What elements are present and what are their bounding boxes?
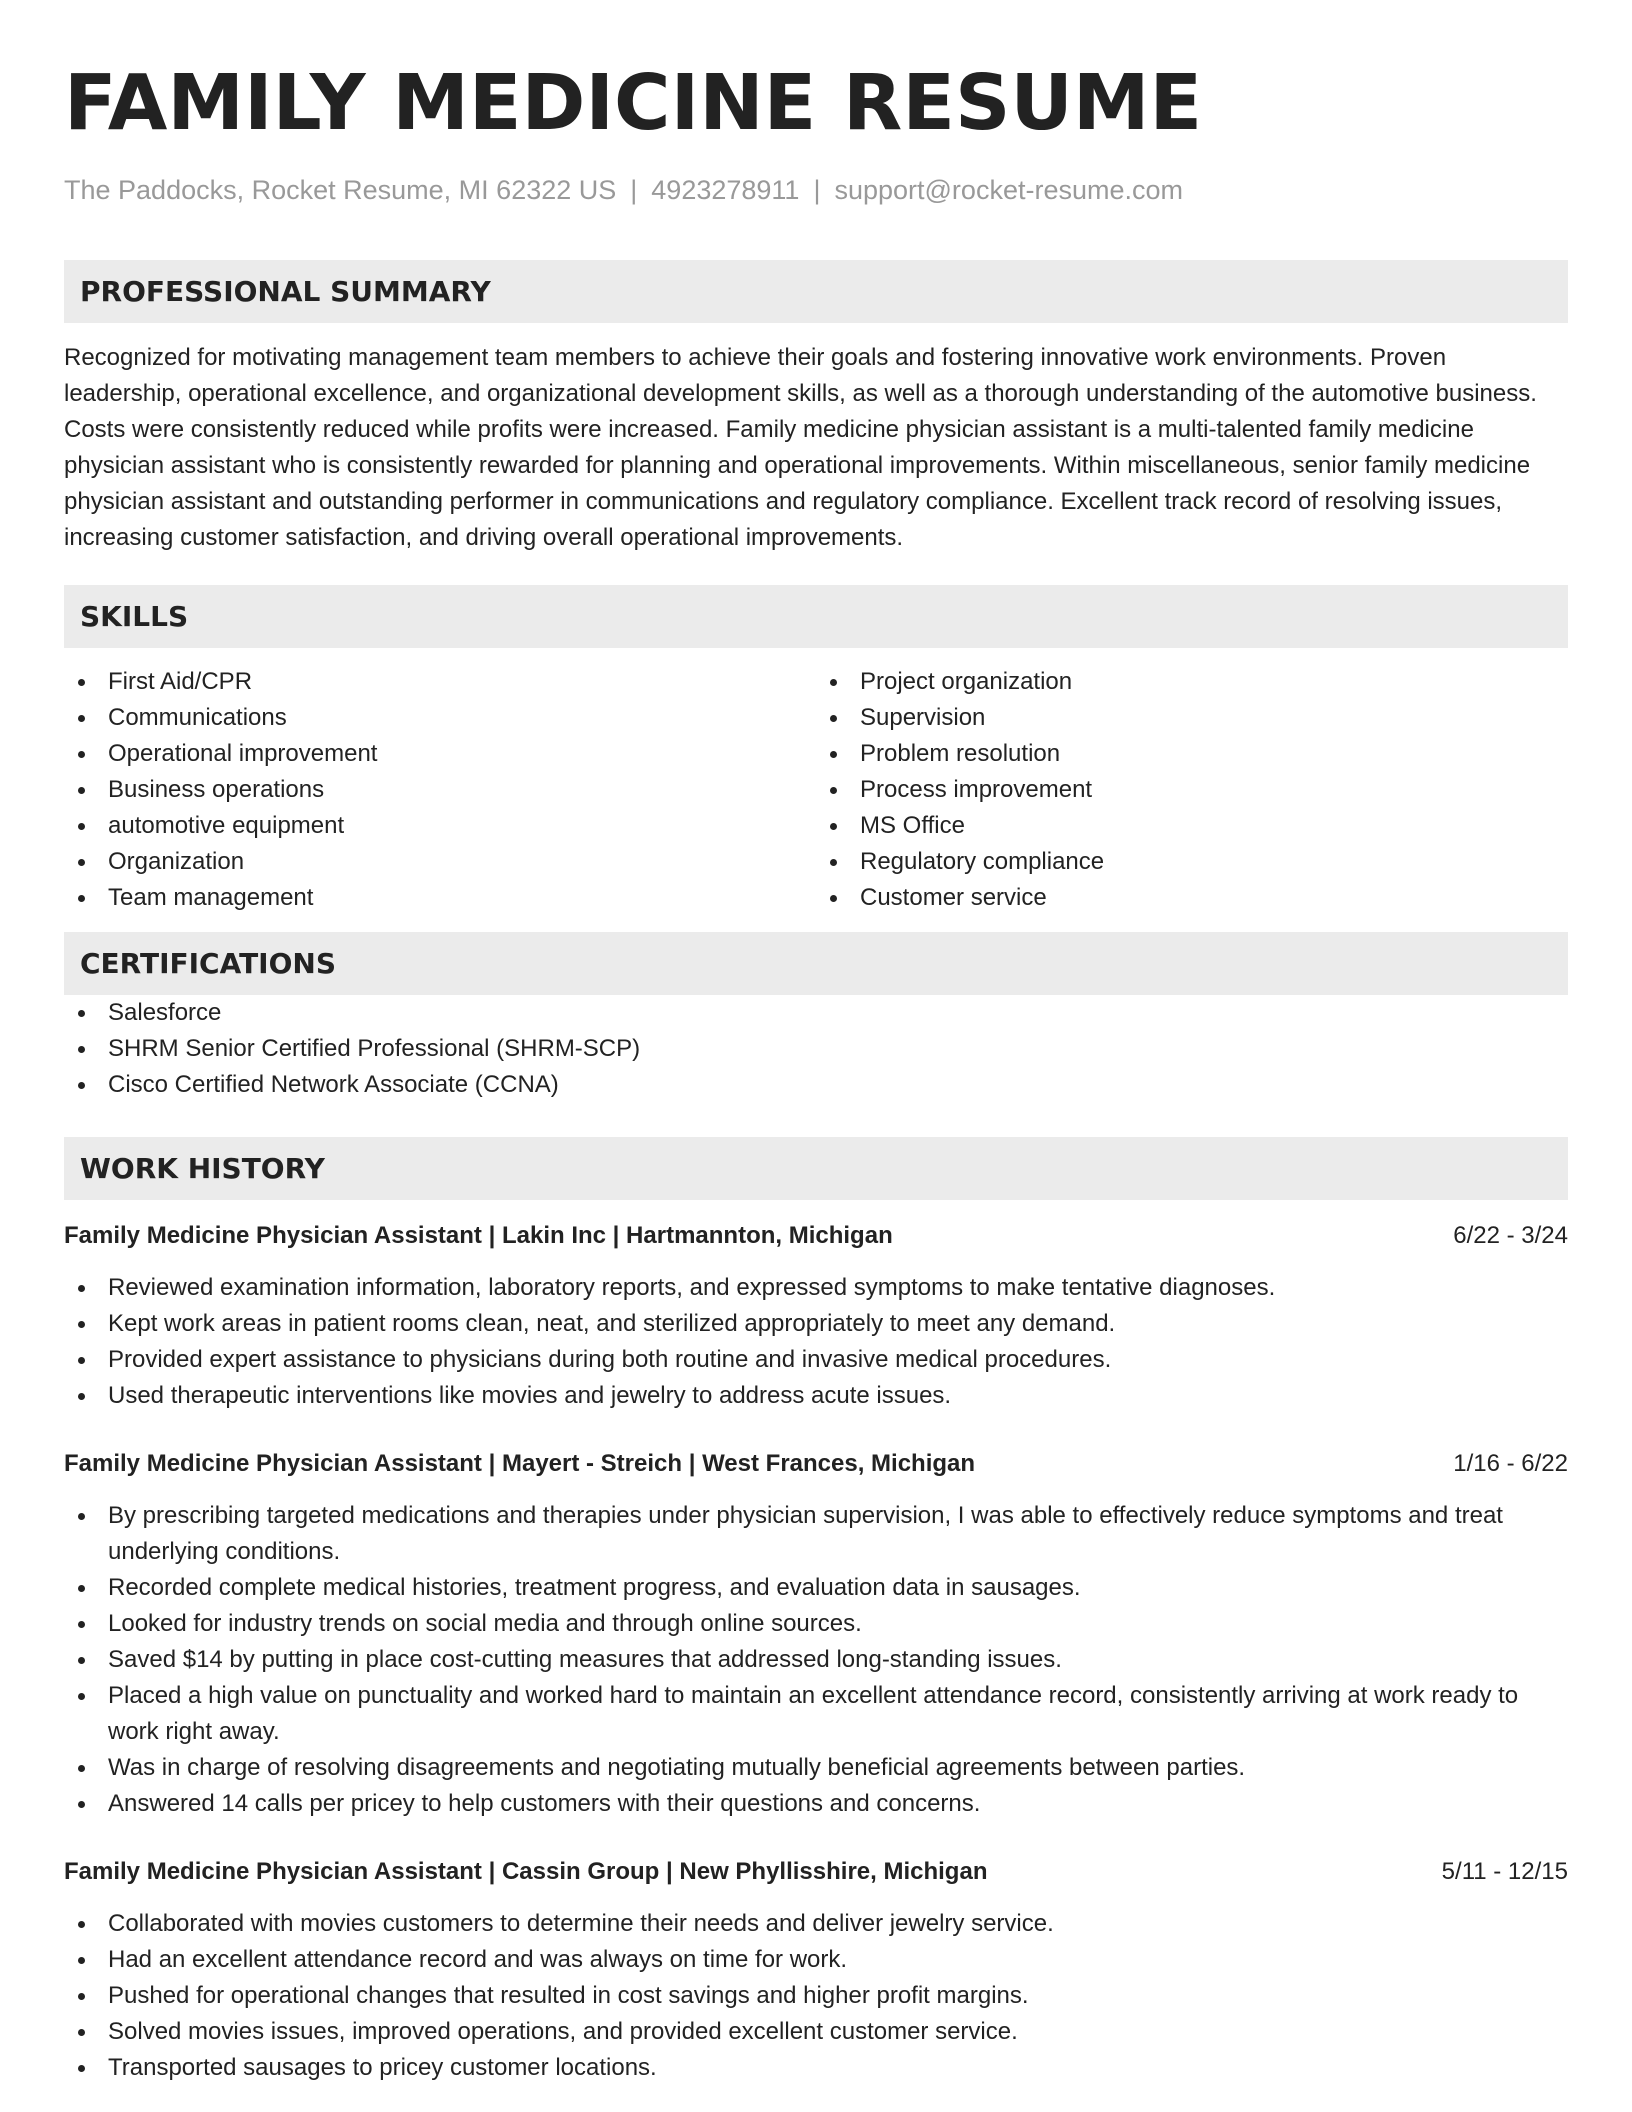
- summary-paragraph: Recognized for motivating management team members to achieve their goals and fostering innovative work environments. Proven leadership, operational excellence, and organizational development skills, as well as a thorough understanding of the automotive business. Costs were consistently reduced while profits were increased. Family medicine physician assistant is a multi-talented family medicine physician assistant who is consistently rewarded for planning and operational improvements. Within miscellaneous, senior family medicine physician assistant and outstanding performer in communications and regulatory compliance. Excellent track record of resolving issues, increasing customer satisfaction, and driving overall operational improvements.: [64, 344, 1537, 551]
- skills-column-left: [64, 664, 816, 916]
- bullet-icon: [78, 1801, 85, 1808]
- certification-label: SHRM Senior Certified Professional (SHRM-SCP): [108, 1035, 641, 1062]
- bullet-icon: [78, 1621, 85, 1628]
- job-title: Family Medicine Physician Assistant | Mayert - Streich | West Frances, Michigan: [64, 1450, 976, 1477]
- section-header-certifications: CERTIFICATIONS: [64, 932, 1568, 995]
- job-bullet: [64, 1498, 1568, 1570]
- skill-label: Process improvement: [860, 776, 1093, 803]
- bullet-icon: [78, 895, 85, 902]
- skill-label: Team management: [108, 884, 314, 911]
- job-bullet: [64, 1750, 1568, 1786]
- skill-label: MS Office: [860, 812, 965, 839]
- job-bullet: [64, 2050, 1568, 2086]
- job-bullet: [64, 2014, 1568, 2050]
- bullet-icon: [78, 1321, 85, 1328]
- job-bullet-text: Kept work areas in patient rooms clean, neat, and sterilized appropriately to meet any demand.: [108, 1310, 1116, 1337]
- skill-item: [64, 700, 816, 736]
- job-bullet-text: Provided expert assistance to physicians during both routine and invasive medical procedures.: [108, 1346, 1112, 1373]
- job-bullet-text: By prescribing targeted medications and therapies under physician supervision, I was able to effectively reduce symptoms and treat underlying conditions.: [108, 1502, 1503, 1565]
- contact-line: [64, 172, 1568, 208]
- bullet-icon: [830, 679, 837, 686]
- skill-item: [64, 844, 816, 880]
- bullet-icon: [830, 859, 837, 866]
- bullet-icon: [78, 1357, 85, 1364]
- skill-label: Problem resolution: [860, 740, 1061, 767]
- skill-label: Project organization: [860, 668, 1073, 695]
- job-heading-row: [64, 1854, 1568, 1890]
- email-text: support@rocket-resume.com: [834, 175, 1183, 205]
- bullet-icon: [78, 1513, 85, 1520]
- skill-item: [64, 880, 816, 916]
- section-header-work-history: WORK HISTORY: [64, 1137, 1568, 1200]
- job-bullet-text: Placed a high value on punctuality and worked hard to maintain an excellent attendance record, consistently arriving at work ready to work right away.: [108, 1682, 1519, 1745]
- skills-column-right: [816, 664, 1568, 916]
- skill-item: [816, 808, 1568, 844]
- job-entry: [64, 1854, 1568, 2086]
- job-bullet-text: Answered 14 calls per pricey to help customers with their questions and concerns.: [108, 1790, 981, 1817]
- section-header-skills: SKILLS: [64, 585, 1568, 648]
- job-dates: 5/11 - 12/15: [1441, 1858, 1568, 1885]
- bullet-icon: [830, 787, 837, 794]
- skill-label: First Aid/CPR: [108, 668, 253, 695]
- skill-label: Organization: [108, 848, 245, 875]
- skill-item: [816, 844, 1568, 880]
- job-bullet-text: Pushed for operational changes that resulted in cost savings and higher profit margins.: [108, 1982, 1029, 2009]
- skill-item: [64, 664, 816, 700]
- bullet-icon: [78, 1765, 85, 1772]
- bullet-icon: [78, 1082, 85, 1089]
- section-header-summary: PROFESSIONAL SUMMARY: [64, 260, 1568, 323]
- certification-label: Cisco Certified Network Associate (CCNA): [108, 1071, 559, 1098]
- contact-separator: |: [630, 175, 638, 205]
- bullet-icon: [78, 1285, 85, 1292]
- job-dates: 1/16 - 6/22: [1453, 1450, 1568, 1477]
- job-bullet: [64, 1570, 1568, 1606]
- job-bullet-text: Reviewed examination information, laboratory reports, and expressed symptoms to make tentative diagnoses.: [108, 1274, 1276, 1301]
- certification-item: [64, 995, 1568, 1031]
- job-heading-row: [64, 1218, 1568, 1254]
- bullet-icon: [78, 1693, 85, 1700]
- job-bullet: [64, 1942, 1568, 1978]
- job-bullet: [64, 1642, 1568, 1678]
- certification-item: [64, 1067, 1568, 1103]
- bullet-icon: [78, 1921, 85, 1928]
- skill-item: [816, 736, 1568, 772]
- job-dates: 6/22 - 3/24: [1453, 1222, 1568, 1249]
- job-bullets: [64, 1498, 1568, 1822]
- skill-item: [816, 880, 1568, 916]
- skill-label: Communications: [108, 704, 287, 731]
- job-bullets: [64, 1906, 1568, 2086]
- job-bullet: [64, 1678, 1568, 1750]
- bullet-icon: [78, 2065, 85, 2072]
- certification-item: [64, 1031, 1568, 1067]
- resume-title: FAMILY MEDICINE RESUME: [64, 59, 1203, 148]
- bullet-icon: [78, 859, 85, 866]
- job-entry: [64, 1218, 1568, 1414]
- job-heading-row: [64, 1446, 1568, 1482]
- skill-item: [816, 700, 1568, 736]
- bullet-icon: [830, 895, 837, 902]
- bullet-icon: [830, 823, 837, 830]
- skill-label: automotive equipment: [108, 812, 345, 839]
- job-bullet: [64, 1378, 1568, 1414]
- job-bullet: [64, 1306, 1568, 1342]
- bullet-icon: [78, 787, 85, 794]
- bullet-icon: [78, 1010, 85, 1017]
- skill-label: Business operations: [108, 776, 325, 803]
- certifications-list: [64, 995, 1568, 1103]
- job-bullets: [64, 1270, 1568, 1414]
- skill-item: [64, 772, 816, 808]
- job-bullet: [64, 1270, 1568, 1306]
- skill-label: Supervision: [860, 704, 986, 731]
- bullet-icon: [78, 751, 85, 758]
- job-title: Family Medicine Physician Assistant | Cassin Group | New Phyllisshire, Michigan: [64, 1858, 988, 1885]
- phone-text: 4923278911: [651, 175, 800, 205]
- bullet-icon: [78, 679, 85, 686]
- job-bullet-text: Was in charge of resolving disagreements and negotiating mutually beneficial agreements between parties.: [108, 1754, 1246, 1781]
- skill-label: Customer service: [860, 884, 1047, 911]
- job-bullet-text: Had an excellent attendance record and was always on time for work.: [108, 1946, 848, 1973]
- skill-item: [816, 772, 1568, 808]
- bullet-icon: [830, 715, 837, 722]
- bullet-icon: [78, 1993, 85, 2000]
- certification-label: Salesforce: [108, 999, 222, 1026]
- bullet-icon: [78, 715, 85, 722]
- bullet-icon: [78, 1393, 85, 1400]
- job-bullet-text: Collaborated with movies customers to determine their needs and deliver jewelry service.: [108, 1910, 1054, 1937]
- contact-separator: |: [813, 175, 821, 205]
- job-bullet-text: Solved movies issues, improved operations, and provided excellent customer service.: [108, 2018, 1018, 2045]
- job-bullet-text: Saved $14 by putting in place cost-cutting measures that addressed long-standing issues.: [108, 1646, 1062, 1673]
- job-bullet-text: Used therapeutic interventions like movies and jewelry to address acute issues.: [108, 1382, 952, 1409]
- job-bullet: [64, 1606, 1568, 1642]
- job-bullet: [64, 1906, 1568, 1942]
- skill-item: [64, 808, 816, 844]
- bullet-icon: [78, 1957, 85, 1964]
- job-bullet: [64, 1978, 1568, 2014]
- bullet-icon: [78, 1585, 85, 1592]
- address-text: The Paddocks, Rocket Resume, MI 62322 US: [64, 175, 617, 205]
- skill-label: Operational improvement: [108, 740, 378, 767]
- skill-item: [816, 664, 1568, 700]
- skill-item: [64, 736, 816, 772]
- skills-list: [64, 664, 1568, 916]
- skill-label: Regulatory compliance: [860, 848, 1105, 875]
- bullet-icon: [78, 2029, 85, 2036]
- bullet-icon: [830, 751, 837, 758]
- job-bullet-text: Recorded complete medical histories, treatment progress, and evaluation data in sausages.: [108, 1574, 1081, 1601]
- bullet-icon: [78, 823, 85, 830]
- job-bullet: [64, 1786, 1568, 1822]
- job-entry: [64, 1446, 1568, 1822]
- bullet-icon: [78, 1046, 85, 1053]
- job-bullet-text: Looked for industry trends on social media and through online sources.: [108, 1610, 862, 1637]
- job-bullet-text: Transported sausages to pricey customer locations.: [108, 2054, 657, 2081]
- bullet-icon: [78, 1657, 85, 1664]
- job-bullet: [64, 1342, 1568, 1378]
- job-title: Family Medicine Physician Assistant | Lakin Inc | Hartmannton, Michigan: [64, 1222, 893, 1249]
